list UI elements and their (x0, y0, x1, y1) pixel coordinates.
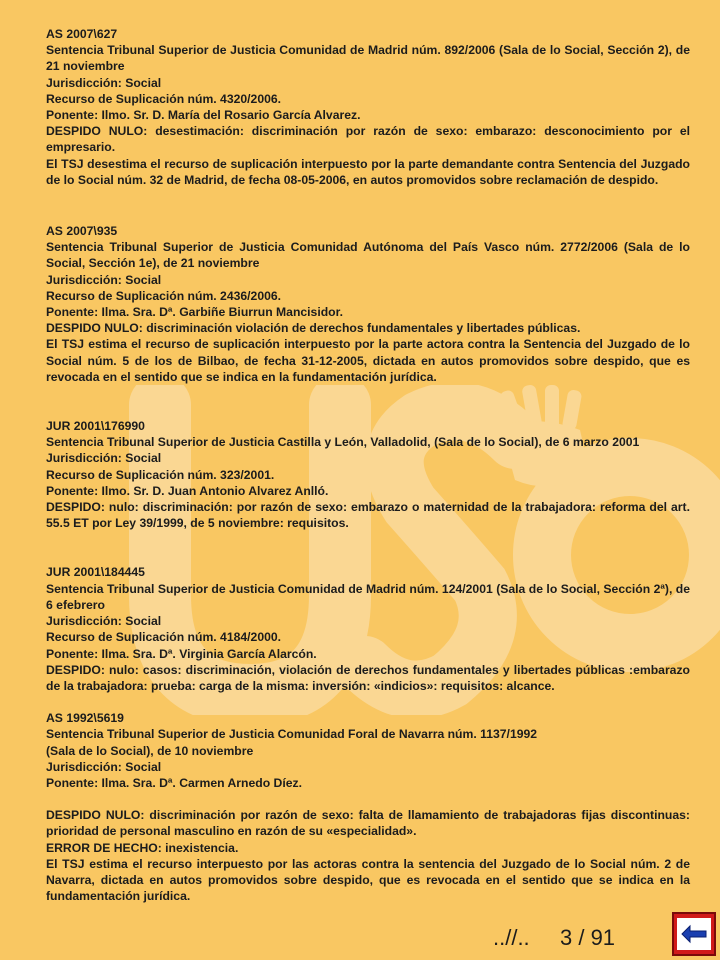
case-reference: JUR 2001\176990 (46, 419, 145, 434)
case-reference: JUR 2001\184445 (46, 565, 145, 580)
case-reference: AS 2007\627 (46, 27, 118, 41)
case-court-continued: (Sala de lo Social), de 10 noviembre (46, 743, 254, 758)
case-speaker: Ponente: Ilma. Sra. Dª. Carmen Arnedo Díez. (46, 775, 302, 790)
case-summary: DESPIDO NULO: discriminación violación de derechos fundamentales y libertades públicas. (46, 321, 581, 336)
case-entry-2 (46, 223, 690, 385)
back-button[interactable] (672, 912, 716, 956)
case-summary: DESPIDO NULO: desestimación: discriminación por razón de sexo: embarazo: desconocimiento por el empresario. (46, 124, 690, 155)
case-speaker: Ponente: Ilmo. Sr. D. Juan Antonio Alvarez Anlló. (46, 483, 329, 498)
document-body (46, 26, 690, 904)
case-jurisdiction: Jurisdicción: Social (46, 614, 162, 629)
case-court: Sentencia Tribunal Superior de Justicia Comunidad Autónoma del País Vasco núm. 2772/2006 (Sala de lo Social, Sección 1e), de 21 noviembre (46, 240, 690, 271)
continuation-marker: ..//.. (493, 925, 530, 950)
case-court: Sentencia Tribunal Superior de Justicia Comunidad de Madrid núm. 892/2006 (Sala de lo Social, Sección 2), de 21 noviembre (46, 43, 690, 74)
case-jurisdiction: Jurisdicción: Social (46, 272, 162, 287)
case-appeal: Recurso de Suplicación núm. 4320/2006. (46, 91, 282, 106)
case-error: ERROR DE HECHO: inexistencia. (46, 840, 239, 855)
case-reference: AS 1992\5619 (46, 711, 124, 726)
case-entry-4 (46, 564, 690, 694)
case-ruling: El TSJ estima el recurso interpuesto por las actoras contra la sentencia del Juzgado de lo Social núm. 2 de Navarra, dictada en autos promovidos sobre despido, que es revocada en el sentido que se indica en la fundamentación jurídica. (46, 856, 690, 904)
case-court: Sentencia Tribunal Superior de Justicia Comunidad de Madrid núm. 124/2001 (Sala de lo Social, Sección 2ª), de 6 efebrero (46, 581, 690, 612)
case-entry-3 (46, 418, 690, 531)
back-arrow-icon (677, 918, 711, 950)
case-jurisdiction: Jurisdicción: Social (46, 75, 162, 90)
case-appeal: Recurso de Suplicación núm. 2436/2006. (46, 288, 282, 303)
case-summary: DESPIDO NULO: discriminación por razón de sexo: falta de llamamiento de trabajadoras fijas discontinuas: prioridad de personal masculino en razón de su «especialidad». (46, 808, 690, 839)
case-summary: DESPIDO: nulo: discriminación: por razón de sexo: embarazo o maternidad de la trabajadora: reforma del art. 55.5 ET por Ley 39/1999, de 5 noviembre: requisitos. (46, 500, 690, 531)
case-speaker: Ponente: Ilma. Sra. Dª. Virginia García Alarcón. (46, 646, 317, 661)
case-jurisdiction: Jurisdicción: Social (46, 451, 162, 466)
case-court: Sentencia Tribunal Superior de Justicia Castilla y León, Valladolid, (Sala de lo Social), de 6 marzo 2001 (46, 435, 640, 450)
case-summary: DESPIDO: nulo: casos: discriminación, violación de derechos fundamentales y libertades públicas :embarazo de la trabajadora: prueba: carga de la misma: inversión: «indicios»: requisitos: alcance. (46, 662, 690, 693)
case-speaker: Ponente: Ilmo. Sr. D. María del Rosario García Alvarez. (46, 108, 361, 123)
page-current: 3 (559, 925, 573, 950)
case-entry-1 (46, 26, 690, 188)
case-ruling: El TSJ estima el recurso de suplicación interpuesto por la parte actora contra la Sentencia del Juzgado de lo Social núm. 5 de los de Bilbao, de fecha 31-12-2005, dictada en autos promovidos sobre despido, que es revocada en el sentido que se indica en la fundamentación jurídica. (46, 337, 690, 384)
case-jurisdiction: Jurisdicción: Social (46, 759, 162, 774)
case-ruling: El TSJ desestima el recurso de suplicación interpuesto por la parte demandante contra Sentencia del Juzgado de lo Social núm. 32 de Madrid, de fecha 08-05-2006, en autos promovidos sobre reclamación de despido. (46, 156, 690, 187)
page-footer (493, 925, 615, 951)
page-separator: / (578, 925, 585, 950)
case-speaker: Ponente: Ilma. Sra. Dª. Garbiñe Biurrun Mancisidor. (46, 305, 344, 320)
case-entry-5 (46, 710, 690, 904)
page-total: 91 (590, 925, 616, 950)
case-appeal: Recurso de Suplicación núm. 323/2001. (46, 467, 275, 482)
case-court: Sentencia Tribunal Superior de Justicia Comunidad Foral de Navarra núm. 1137/1992 (46, 727, 538, 742)
case-appeal: Recurso de Suplicación núm. 4184/2000. (46, 630, 282, 645)
case-reference: AS 2007\935 (46, 224, 118, 239)
